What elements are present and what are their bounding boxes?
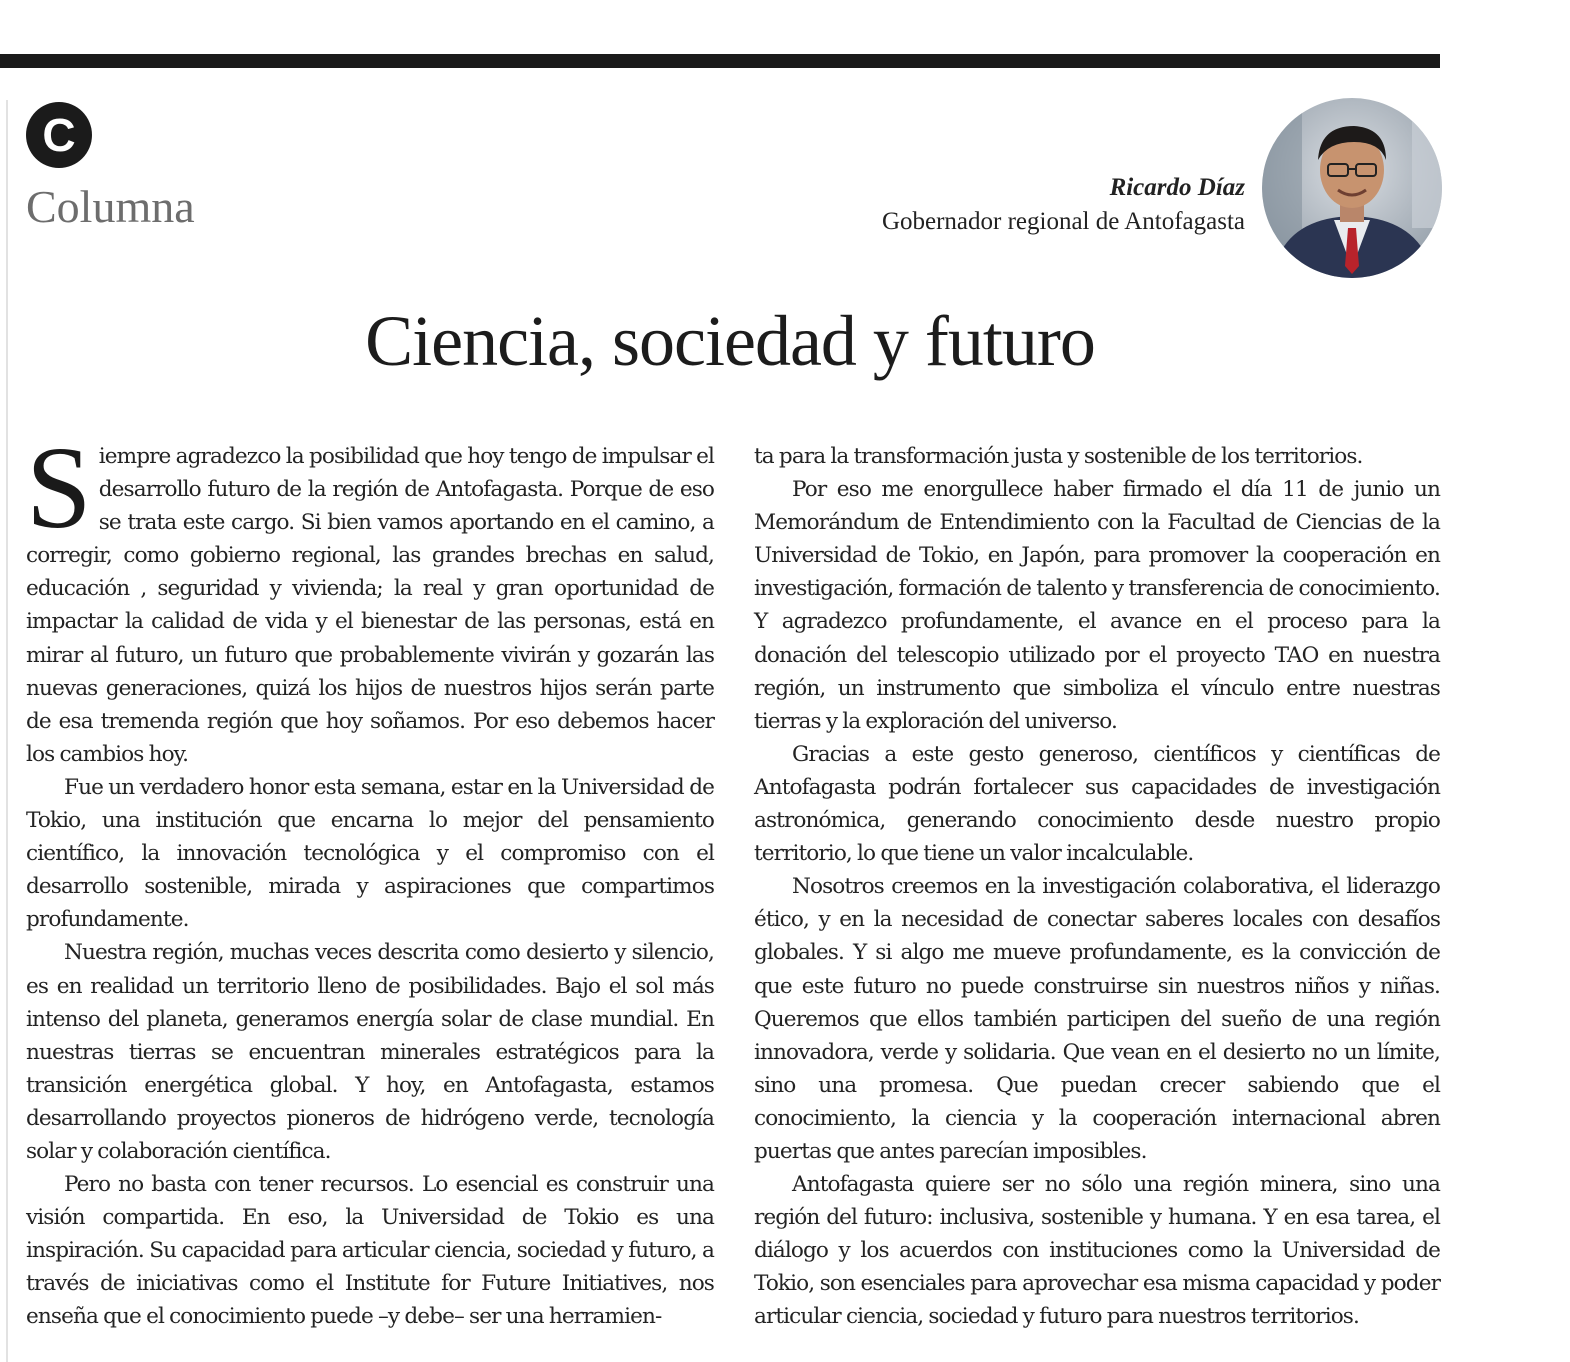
article-title: Ciencia, sociedad y futuro [365,301,1095,381]
top-rule [0,54,1440,68]
article-paragraph: ta para la transformación justa y sostenible de los territorios. [754,444,1363,469]
article-paragraph: Antofagasta quiere ser no sólo una región minera, sino una región del futuro: inclusiva, sostenible y humana. Y en esa tarea, el diálogo y los acuerdos con instituciones como la Universidad de Tokio, son esenciales para aprovechar esa misma capacidad y poder articular ciencia, sociedad y futuro para nuestros territorios. [754,1172,1440,1330]
drop-cap: S [26,422,91,553]
article-paragraph: Por eso me enorgullece haber firmado el día 11 de junio un Memorándum de Entendimiento con la Facultad de Ciencias de la Universidad de Tokio, en Japón, para promover la cooperación en investigación, formación de talento y transferencia de conocimiento. Y agradezco profundamente, el avance en el proceso para la donación del telescopio utilizado por el proyecto TAO en nuestra región, un instrumento que simboliza el vínculo entre nuestras tierras y la exploración del universo. [754,477,1440,734]
article-paragraph: Gracias a este gesto generoso, científicos y científicas de Antofagasta podrán fortalecer sus capacidades de investigación astronómica, generando conocimiento desde nuestro propio territorio, lo que tiene un valor incalculable. [754,741,1440,867]
author-portrait-icon [1262,98,1442,278]
article-paragraph: Nuestra región, muchas veces descrita como desierto y silencio, es en realidad un territorio lleno de posibilidades. Bajo el sol más intenso del planeta, generamos energía solar de clase mundial. En nuestras tierras se encuentran minerales estratégicos para la transición energética global. Y hoy, en Antofagasta, estamos desarrollando proyectos pioneros de hidrógeno verde, tecnología solar y colaboración científica. [26,940,714,1164]
article-paragraph: Nosotros creemos en la investigación colaborativa, el liderazgo ético, y en la necesidad de conectar saberes locales con desafíos globales. Y si algo me mueve profundamente, es la convicción de que este futuro no puede construirse sin nuestros niños y niñas. Queremos que ellos también participen del sueño de una región innovadora, verde y solidaria. Que vean en el desierto no un límite, sino una promesa. Que puedan crecer sabiendo que el conocimiento, la ciencia y la cooperación internacional abren puertas que antes parecían imposibles. [754,874,1440,1164]
paragraph-text: iempre agradezco la posibilidad que hoy tengo de impulsar el desarrollo futuro de la región de Antofagasta. Porque de eso se trata este cargo. Si bien vamos aportando en el camino, a corregir, como gobierno regional, las grandes brechas en salud, educación , seguridad y vivienda; la real y gran oportunidad de impactar la calidad de vida y el bienestar de las personas, está en mirar al futuro, un futuro que probablemente vivirán y gozarán las nuevas generaciones, quizá los hijos de nuestros hijos serán parte de esa tremenda región que hoy soñamos. Por eso debemos hacer los cambios hoy. [26,444,714,767]
author-photo [1262,98,1442,278]
article-column-left [26,422,714,1334]
author-name: Ricardo Díaz [1109,174,1245,201]
article-paragraph: Fue un verdadero honor esta semana, estar en la Universidad de Tokio, una institución que encarna lo mejor del pensamiento científico, la innovación tecnológica y el compromiso con el desarrollo sostenible, mirada y aspiraciones que compartimos profundamente. [26,774,714,933]
left-margin-rule [6,100,8,1362]
column-badge-icon: C [26,102,92,168]
section-label: Columna [26,181,195,232]
article-paragraph: Pero no basta con tener recursos. Lo esencial es construir una visión compartida. En eso, la Universidad de Tokio es una inspiración. Su capacidad para articular ciencia, sociedad y futuro, a través de iniciativas como el Institute for Future Initiatives, nos enseña que el conocimiento puede –y debe– ser una herramien- [26,1172,714,1330]
article-paragraph [26,422,714,771]
author-role: Gobernador regional de Antofagasta [881,208,1245,235]
article-column-right [754,440,1440,1334]
